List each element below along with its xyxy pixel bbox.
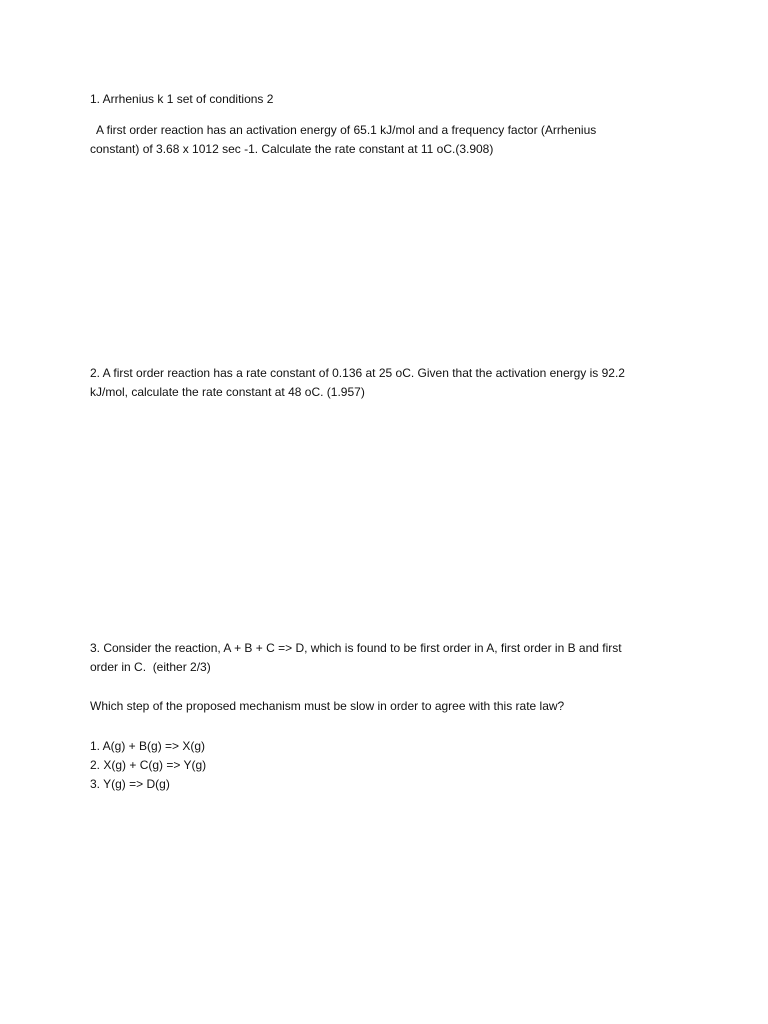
q2-text-line-2: kJ/mol, calculate the rate constant at 48 oC. (1.957) [90, 385, 365, 399]
q1-text-line-1: A first order reaction has an activation energy of 65.1 kJ/mol and a frequency factor (Arrhenius [90, 123, 597, 137]
q3-step-1: 1. A(g) + B(g) => X(g) [90, 739, 206, 753]
q3-step-2: 2. X(g) + C(g) => Y(g) [90, 758, 207, 772]
q2-text-line-1: 2. A first order reaction has a rate constant of 0.136 at 25 oC. Given that the activation energy is 92.2 [90, 366, 625, 380]
q1-heading: 1. Arrhenius k 1 set of conditions 2 [90, 92, 274, 106]
q3-text-line-2: order in C. (either 2/3) [90, 660, 211, 674]
q3-text-line-1: 3. Consider the reaction, A + B + C => D, which is found to be first order in A, first order in B and first [90, 641, 622, 655]
q3-question: Which step of the proposed mechanism must be slow in order to agree with this rate law? [90, 699, 565, 713]
q3-step-3: 3. Y(g) => D(g) [90, 777, 170, 791]
q1-text-line-2: constant) of 3.68 x 1012 sec -1. Calculate the rate constant at 11 oC.(3.908) [90, 142, 494, 156]
